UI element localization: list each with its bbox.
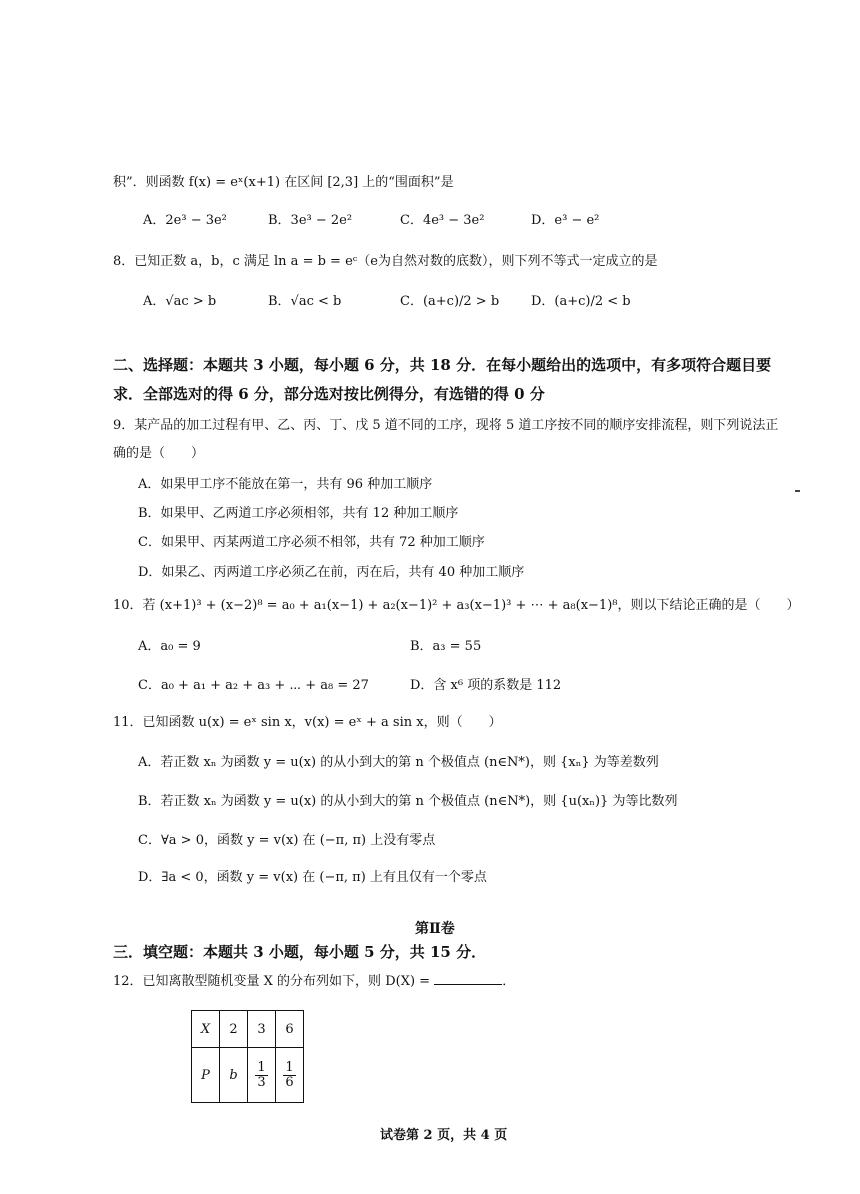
fraction-numerator: 1 xyxy=(285,1059,294,1075)
q8-stem: 8．已知正数 a，b，c 满足 ln a = b = eᶜ（e为自然对数的底数），则下列不等式一定成立的是 xyxy=(113,254,658,269)
table-cell-p-one-third xyxy=(248,1048,276,1103)
q8-option-c: C．(a+c)/2 > b xyxy=(400,294,500,309)
q7-option-a: A．2e³ − 3e² xyxy=(143,213,227,228)
fraction-numerator: 1 xyxy=(257,1059,266,1075)
q12-stem-end: ． xyxy=(502,974,516,989)
fraction-denominator: 3 xyxy=(257,1074,266,1090)
q7-option-d: D．e³ − e² xyxy=(531,213,600,228)
distribution-table xyxy=(191,1010,304,1103)
q10-option-d: D．含 x⁶ 项的系数是 112 xyxy=(410,678,562,693)
fraction-denominator: 6 xyxy=(285,1074,294,1090)
q10-stem: 10．若 (x+1)³ + (x−2)⁸ = a₀ + a₁(x−1) + a₂(x−1)² + a₃(x−1)³ + ⋯ + a₈(x−1)⁸，则以下结论正确的是（ ） xyxy=(113,598,800,613)
q9-option-a: A．如果甲工序不能放在第一，共有 96 种加工顺序 xyxy=(138,477,433,492)
q12-stem-text: 12．已知离散型随机变量 X 的分布列如下，则 D(X) = xyxy=(113,974,431,989)
q10-option-c: C．a₀ + a₁ + a₂ + a₃ + ⋯ + a₈ = 27 xyxy=(138,678,369,693)
section3-heading: 三．填空题：本题共 3 小题，每小题 5 分，共 15 分． xyxy=(113,943,487,961)
answer-blank[interactable] xyxy=(434,972,502,985)
q9-stem-line2: 确的是（ ） xyxy=(113,446,205,461)
table-cell-x-label: X xyxy=(192,1011,220,1048)
q9-option-b: B．如果甲、乙两道工序必须相邻，共有 12 种加工顺序 xyxy=(138,506,459,521)
q9-option-c: C．如果甲、丙某两道工序必须不相邻，共有 72 种加工顺序 xyxy=(138,535,485,550)
table-cell-x-6: 6 xyxy=(276,1011,304,1048)
scan-mark xyxy=(795,490,800,492)
q7-option-c: C．4e³ − 3e² xyxy=(400,213,485,228)
fraction-one-third xyxy=(255,1061,267,1090)
q11-option-a: A．若正数 xₙ 为函数 y = u(x) 的从小到大的第 n 个极值点 (n∈N*)，则 {xₙ} 为等差数列 xyxy=(138,755,659,770)
q11-option-c: C．∀a > 0，函数 y = v(x) 在 (−π, π) 上没有零点 xyxy=(138,833,436,848)
q7-tail: 积”．则函数 f(x) = eˣ(x+1) 在区间 [2,3] 上的“围面积”是 xyxy=(113,175,454,190)
q8-option-b: B．√ac < b xyxy=(268,294,342,309)
q11-option-d: D．∃a < 0，函数 y = v(x) 在 (−π, π) 上有且仅有一个零点 xyxy=(138,870,487,885)
q11-option-b: B．若正数 xₙ 为函数 y = u(x) 的从小到大的第 n 个极值点 (n∈N*)，则 {u(xₙ)} 为等比数列 xyxy=(138,794,678,809)
table-cell-x-3: 3 xyxy=(248,1011,276,1048)
table-cell-p-label: P xyxy=(192,1048,220,1103)
q12-stem xyxy=(113,970,515,989)
section2-heading-line1: 二、选择题：本题共 3 小题，每小题 6 分，共 18 分．在每小题给出的选项中，有多项符合题目要 xyxy=(113,356,772,374)
q9-stem-line1: 9．某产品的加工过程有甲、乙、丙、丁、戊 5 道不同的工序，现将 5 道工序按不同的顺序安排流程，则下列说法正 xyxy=(113,418,779,433)
q10-option-b: B．a₃ = 55 xyxy=(410,639,482,654)
table-cell-p-one-sixth xyxy=(276,1048,304,1103)
q11-stem: 11．已知函数 u(x) = eˣ sin x，v(x) = eˣ + a sin x，则（ ） xyxy=(113,715,502,730)
page-footer: 试卷第 2 页，共 4 页 xyxy=(380,1128,508,1143)
fraction-one-sixth xyxy=(283,1061,295,1090)
q8-option-a: A．√ac > b xyxy=(143,294,217,309)
part2-title: 第Ⅱ卷 xyxy=(415,921,455,937)
q7-option-b: B．3e³ − 2e² xyxy=(268,213,353,228)
q8-option-d: D．(a+c)/2 < b xyxy=(531,294,631,309)
table-cell-p-b: b xyxy=(220,1048,248,1103)
section2-heading-line2: 求．全部选对的得 6 分，部分选对按比例得分，有选错的得 0 分 xyxy=(113,385,545,403)
q9-option-d: D．如果乙、丙两道工序必须乙在前，丙在后，共有 40 种加工顺序 xyxy=(138,565,525,580)
q10-option-a: A．a₀ = 9 xyxy=(138,639,201,654)
table-cell-x-2: 2 xyxy=(220,1011,248,1048)
